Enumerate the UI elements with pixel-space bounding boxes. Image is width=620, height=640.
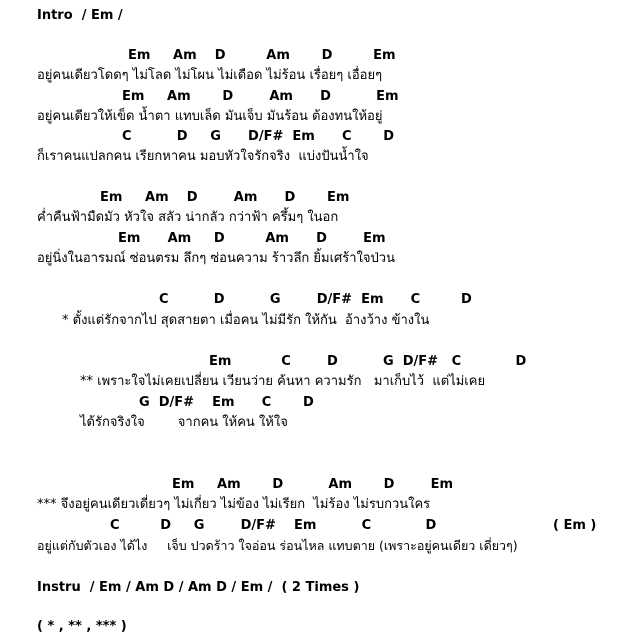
chorus1-chords: C D G D/F# Em C D xyxy=(159,292,472,307)
verse1-chords-1: Em Am D Am D Em xyxy=(128,48,396,63)
chorus3-chords-1: Em Am D Am D Em xyxy=(172,477,454,492)
chorus1-lyric: * ตั้งแต่รักจากไป สุดสายตา เมื่อคน ไม่มีรัก ให้กัน อ้างว้าง ข้างใน xyxy=(62,313,430,328)
verse1-chords-2: Em Am D Am D Em xyxy=(122,89,399,104)
section-order: ( * , ** , *** ) xyxy=(37,619,127,634)
chorus2-chords-2: G D/F# Em C D xyxy=(139,395,314,410)
chorus3-lyric-2: อยู่แต่กับตัวเอง ได้ไง เจ็บ ปวดร้าว ใจอ่อน ร่อนไหล แทบตาย (เพราะอยู่คนเดียว เดี่ยวๆ) xyxy=(37,538,518,553)
verse2-lyric-2: อยู่นิ่งในอารมณ์ ซ่อนตรม ลึกๆ ซ่อนความ ร้าวลึก ยิ้มเศร้าใจป่วน xyxy=(37,251,395,266)
chorus2-lyric-2: ได้รักจริงใจ จากคน ให้คน ให้ใจ xyxy=(80,415,288,430)
chorus3-chords-2: C D G D/F# Em C D xyxy=(110,518,437,533)
verse1-lyric-1: อยู่คนเดียวโดดๆ ไม่โลด ไม่โผน ไม่เดือด ไม่ร้อน เรื่อยๆ เอื่อยๆ xyxy=(37,68,383,83)
verse1-lyric-2: อยู่คนเดียวให้เข็ด น้ำตา แทบเล็ด มันเจ็บ มันร้อน ต้องทนให้อยู่ xyxy=(37,109,383,124)
instru-line: Instru / Em / Am D / Am D / Em / ( 2 Times ) xyxy=(37,580,360,595)
verse2-chords-1: Em Am D Am D Em xyxy=(100,190,350,205)
verse2-chords-2: Em Am D Am D Em xyxy=(118,231,386,246)
verse1-chords-3: C D G D/F# Em C D xyxy=(122,129,395,144)
chorus3-end-chord: ( Em ) xyxy=(553,518,597,533)
chorus2-lyric-1: ** เพราะใจไม่เคยเปลี่ยน เวียนว่าย ค้นหา ความรัก มาเก็บไว้ แต่ไม่เคย xyxy=(80,374,486,389)
verse1-lyric-3: ก็เราคนแปลกคน เรียกหาคน มอบหัวใจรักจริง แบ่งปันน้ำใจ xyxy=(37,149,369,164)
chorus2-chords-1: Em C D G D/F# C D xyxy=(209,354,527,369)
chorus3-lyric-1: *** จึงอยู่คนเดียวเดี่ยวๆ ไม่เกี่ยว ไม่ข้อง ไม่เรียก ไม่ร้อง ไม่รบกวนใคร xyxy=(37,497,431,512)
verse2-lyric-1: ค่ำคืนฟ้ามืดมัว หัวใจ สลัว น่ากลัว กว่าฟ้า ครึ้มๆ ในอก xyxy=(37,210,339,225)
intro-line: Intro / Em / xyxy=(37,8,123,23)
